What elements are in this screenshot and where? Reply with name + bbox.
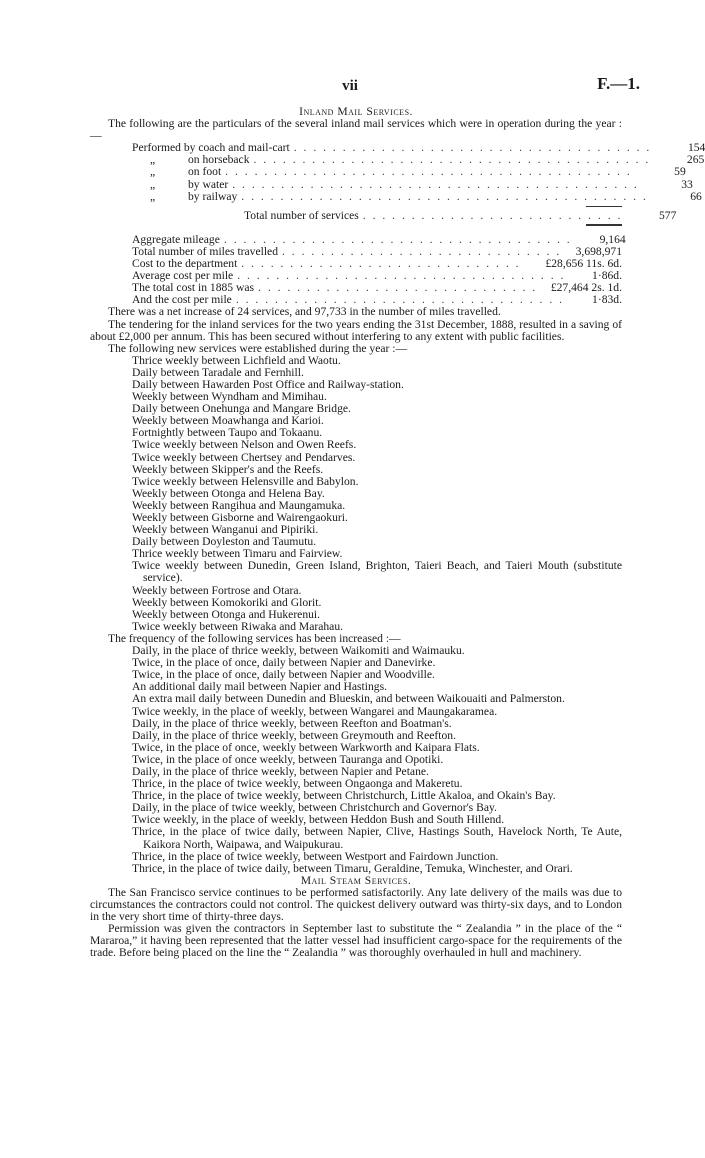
performed-value: 33: [681, 177, 693, 191]
list-item: Weekly between Otonga and Helena Bay.: [132, 486, 325, 500]
list-item: An extra mail daily between Dunedin and Blueskin, and between Waikouaiti and Palmerston.: [132, 692, 565, 706]
list-item: Daily, in the place of twice weekly, between Christchurch and Governor's Bay.: [132, 801, 497, 815]
total-row: [132, 208, 677, 222]
list-item: Thrice, in the place of twice weekly, between Christchurch, Little Akaloa, and Okain's Bay.: [132, 789, 556, 803]
inland-section-title: Inland Mail Services.: [299, 105, 413, 118]
leader-dots: . . . . . . . . . . . . . . . . . . . . . . . . . . . . .: [282, 244, 562, 258]
list-item: Thrice, in the place of twice weekly, between Ongaonga and Makeretu.: [132, 777, 463, 791]
ditto-mark: „: [150, 153, 156, 167]
performed-value: 154: [687, 141, 705, 155]
subtotal-rule: [586, 206, 622, 207]
leader-dots: . . . . . . . . . . . . . . . . . . . . . . . . . . . . . . . . . . . . . . . . .: [253, 153, 651, 167]
leader-dots: . . . . . . . . . . . . . . . . . . . . . . . . . . . . . . . . . .: [235, 293, 565, 307]
performed-value: 66: [690, 189, 702, 203]
performed-label: on horseback: [188, 153, 250, 167]
total-label: Total number of services: [244, 208, 359, 222]
stat-value: 9,164: [599, 232, 626, 246]
performed-table: [90, 141, 705, 307]
list-item: Daily between Hawarden Post Office and Railway-station.: [132, 377, 404, 391]
new-services-list: [90, 355, 622, 633]
list-item: Twice weekly between Riwaka and Marahau.: [132, 619, 344, 633]
list-item: Daily, in the place of thrice weekly, between Waikomiti and Waimauku.: [132, 644, 465, 658]
list-item: Twice weekly, in the place of weekly, between Heddon Bush and South Hillend.: [132, 813, 505, 827]
list-item: Weekly between Otonga and Hukerenui.: [132, 607, 321, 621]
stat-value: 1·83d.: [592, 293, 622, 307]
list-item: Thrice, in the place of twice daily, between Timaru, Geraldine, Temuka, Winchester, and Orari.: [132, 861, 573, 875]
list-item: Thrice weekly between Lichfield and Waotu.: [132, 353, 341, 367]
ditto-mark: „: [150, 165, 156, 179]
list-item: Daily, in the place of thrice weekly, between Greymouth and Reefton.: [132, 728, 456, 742]
list-item: Fortnightly between Taupo and Tokaanu.: [132, 426, 323, 440]
stat-label: The total cost in 1885 was: [132, 281, 255, 295]
list-item: Twice, in the place of once, daily between Napier and Danevirke.: [132, 656, 436, 670]
stat-label: Average cost per mile: [132, 269, 234, 283]
list-item: Twice weekly, in the place of weekly, between Wangarei and Maungakaramea.: [132, 704, 498, 718]
list-item: Daily between Taradale and Fernhill.: [132, 365, 304, 379]
stat-value: £27,464 2s. 1d.: [550, 281, 622, 295]
performed-label: by water: [188, 177, 229, 191]
list-item: Twice, in the place of once weekly, between Tauranga and Opotiki.: [132, 752, 444, 766]
page-content: [90, 105, 705, 960]
leader-dots: . . . . . . . . . . . . . . . . . . . . . . . . . . . . . . . . . . . . . . . . . .: [232, 177, 639, 191]
list-item: Weekly between Wanganui and Pipiriki.: [132, 523, 319, 537]
leader-dots: . . . . . . . . . . . . . . . . . . . . . . . . . . . . . . . . . . . .: [223, 232, 572, 246]
frequency-list: [90, 645, 622, 875]
list-item: Twice weekly between Chertsey and Pendarves.: [132, 450, 356, 464]
list-item: Twice weekly between Nelson and Owen Reefs.: [132, 438, 357, 452]
leader-dots: . . . . . . . . . . . . . . . . . . . . . . . . . . . . . . . . . . . . . . . . . .: [241, 189, 648, 203]
stat-value: 3,698,971: [575, 244, 622, 258]
stat-label: Aggregate mileage: [132, 232, 220, 246]
stat-label: Cost to the department: [132, 257, 238, 271]
list-item: Twice, in the place of once, daily between Napier and Woodville.: [132, 668, 435, 682]
list-item: Thrice, in the place of twice weekly, between Westport and Fairdown Junction.: [132, 849, 499, 863]
total-rule: [586, 224, 622, 226]
list-item: Weekly between Moawhanga and Karioi.: [132, 414, 324, 428]
performed-value: 265: [686, 153, 705, 167]
list-item: Daily between Doyleston and Taumutu.: [132, 535, 317, 549]
list-item: Weekly between Komokoriki and Glorit.: [132, 595, 322, 609]
leader-dots: . . . . . . . . . . . . . . . . . . . . . . . . . . .: [362, 208, 623, 222]
new-services-intro: The following new services were established during the year :—: [108, 341, 408, 355]
performed-value: 59: [674, 165, 686, 179]
stat-label: Total number of miles travelled: [132, 244, 278, 258]
performed-label: by railway: [188, 189, 238, 203]
stat-value: 1·86d.: [592, 269, 622, 283]
list-item: Twice weekly between Helensville and Babylon.: [132, 474, 359, 488]
ditto-mark: „: [150, 177, 156, 191]
tendering-text: The tendering for the inland services for the two years ending the 31st December, 1888, resulted in a saving of about £2,000 per annum. This has been secured without interfering to any extent with public facilities.: [90, 317, 622, 343]
leader-dots: . . . . . . . . . . . . . . . . . . . . . . . . . . . . . . . . . .: [237, 269, 566, 283]
performed-row: [132, 189, 702, 203]
list-item: Twice weekly between Dunedin, Green Island, Brighton, Taieri Beach, and Taieri Mouth (substitute service).: [132, 559, 622, 585]
list-item: Weekly between Gisborne and Wairengaokuri.: [132, 511, 348, 524]
steam-section-title: Mail Steam Services.: [300, 873, 412, 887]
ditto-mark: „: [150, 189, 156, 203]
list-item: Daily between Onehunga and Mangare Bridge.: [132, 402, 351, 416]
performed-label: Performed by coach and mail-cart: [132, 141, 290, 155]
list-item: Weekly between Fortrose and Otara.: [132, 583, 302, 597]
list-item: Daily, in the place of thrice weekly, between Napier and Petane.: [132, 764, 429, 778]
stat-value: £28,656 11s. 6d.: [545, 257, 622, 271]
increase-text: There was a net increase of 24 services, and 97,733 in the number of miles travelled.: [108, 305, 501, 319]
list-item: An additional daily mail between Napier and Hastings.: [132, 680, 387, 694]
list-item: Weekly between Skipper's and the Reefs.: [132, 462, 324, 476]
leader-dots: . . . . . . . . . . . . . . . . . . . . . . . . . . . . . . . . . . . . .: [293, 141, 652, 155]
steam-paragraph: The San Francisco service continues to be performed satisfactorily. Any late delivery of the mails was due to circumstances the contractors could not control. The quickest delivery outward was thirty-six days, and to London in the very short time of thirty-three days.: [90, 885, 622, 924]
inland-intro: The following are the particulars of the several inland mail services which were in operation during the year :—: [90, 117, 622, 143]
list-item: Weekly between Wyndham and Mimihau.: [132, 390, 327, 404]
leader-dots: . . . . . . . . . . . . . . . . . . . . . . . . . . . . .: [258, 281, 538, 295]
list-item: Twice, in the place of once, weekly between Warkworth and Kaipara Flats.: [132, 740, 480, 754]
list-item: Thrice, in the place of twice daily, between Napier, Clive, Hastings South, Havelock North, Te Aute, Kaikora North, Waipawa, and Waipukurau.: [132, 825, 622, 851]
list-item: Daily, in the place of thrice weekly, between Reefton and Boatman's.: [132, 716, 452, 730]
leader-dots: . . . . . . . . . . . . . . . . . . . . . . . . . . . . .: [241, 257, 521, 271]
performed-label: on foot: [188, 165, 222, 179]
page-number: vii: [342, 78, 358, 94]
document-reference: F.—1.: [597, 74, 640, 93]
total-value: 577: [659, 208, 677, 222]
frequency-intro: The frequency of the following services has been increased :—: [108, 631, 401, 645]
list-item: Thrice weekly between Timaru and Fairview.: [132, 547, 343, 561]
list-item: Weekly between Rangihua and Maungamuka.: [132, 498, 346, 512]
stat-label: And the cost per mile: [132, 293, 232, 307]
steam-paragraph: Permission was given the contractors in September last to substitute the “ Zealandia ” in the place of the “ Mararoa,” it having been represented that the latter vessel had insufficient cargo-space for the requirements of the trade. Before being placed on the line the “ Zealandia ” was thoroughly overhauled in hull and machinery.: [90, 922, 622, 960]
leader-dots: . . . . . . . . . . . . . . . . . . . . . . . . . . . . . . . . . . . . . . . . . .: [225, 165, 632, 179]
